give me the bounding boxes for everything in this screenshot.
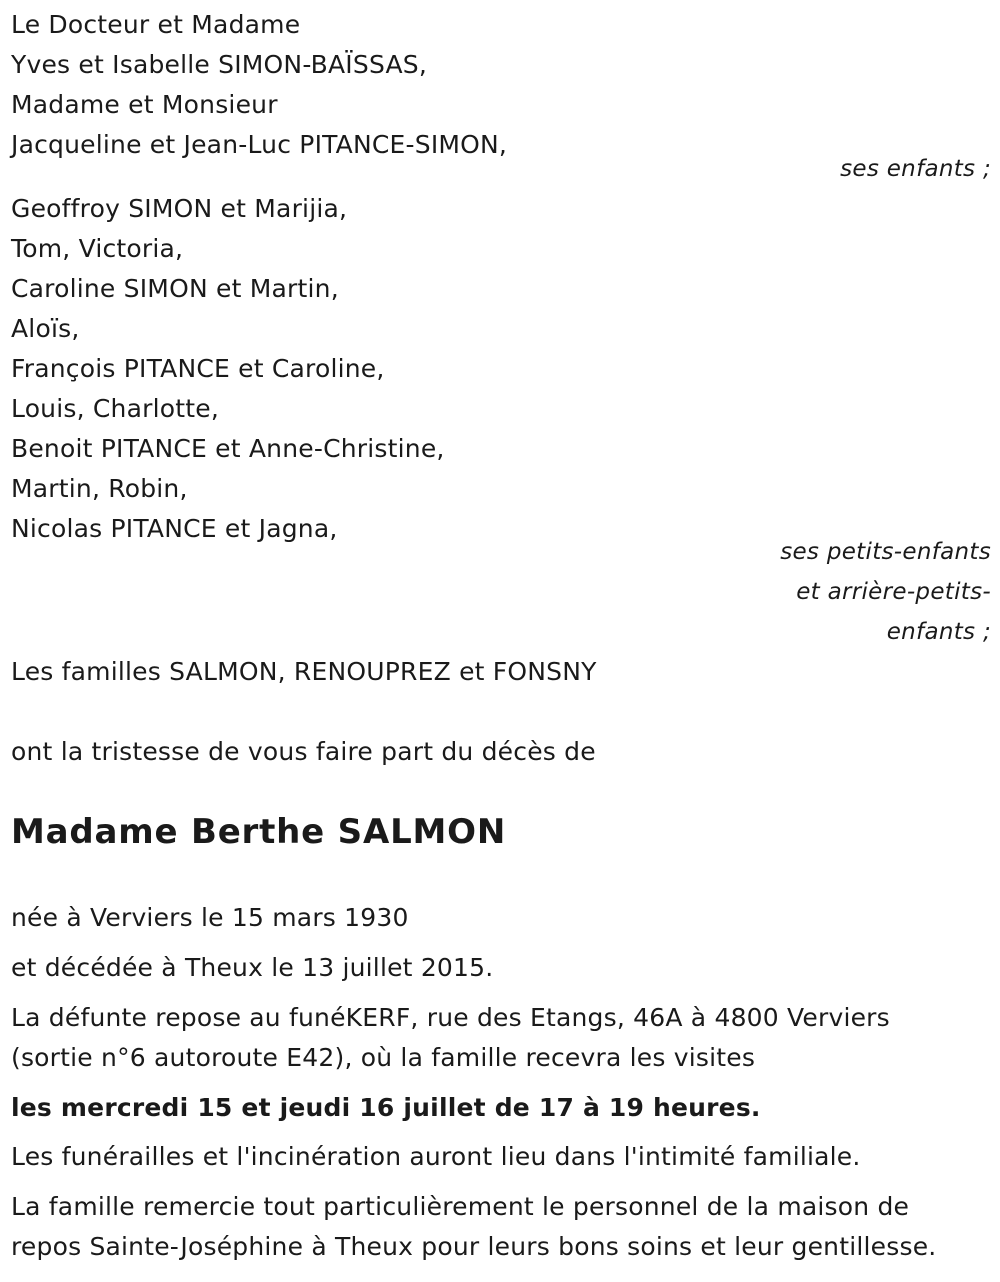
children-line: Jacqueline et Jean-Luc PITANCE-SIMON, — [11, 130, 508, 159]
grandchildren-line: Caroline SIMON et Martin, — [11, 274, 339, 303]
death-line: et décédée à Theux le 13 juillet 2015. — [11, 953, 494, 982]
visitation-hours-section — [11, 1088, 991, 1128]
death-section — [11, 948, 991, 988]
thanks-line: repos Sainte-Joséphine à Theux pour leurs bons soins et leur gentillesse. — [11, 1232, 937, 1261]
grandchildren-line: François PITANCE et Caroline, — [11, 354, 385, 383]
grandchildren-line: Tom, Victoria, — [11, 234, 184, 263]
grandchildren-section — [11, 189, 991, 549]
grandchildren-line: Benoit PITANCE et Anne-Christine, — [11, 434, 445, 463]
grandchildren-line: Nicolas PITANCE et Jagna, — [11, 514, 338, 543]
grandchildren-line: Geoffroy SIMON et Marijia, — [11, 194, 348, 223]
deceased-name-section — [11, 810, 991, 854]
announcement-section — [11, 732, 991, 772]
visitation-hours: les mercredi 15 et jeudi 16 juillet de 17 à 19 heures. — [11, 1093, 761, 1122]
deceased-name: Madame Berthe SALMON — [11, 812, 507, 852]
families-section — [11, 652, 991, 692]
visitation-line: (sortie n°6 autoroute E42), où la famille recevra les visites — [11, 1043, 756, 1072]
visitation-section — [11, 998, 991, 1078]
funeral-section — [11, 1137, 991, 1177]
thanks-line: La famille remercie tout particulièrement le personnel de la maison de — [11, 1192, 910, 1221]
visitation-line: La défunte repose au funéKERF, rue des Etangs, 46A à 4800 Verviers — [11, 1003, 890, 1032]
birth-section — [11, 898, 991, 938]
children-section — [11, 5, 991, 165]
children-role-block — [11, 149, 991, 189]
birth-line: née à Verviers le 15 mars 1930 — [11, 903, 409, 932]
children-line: Madame et Monsieur — [11, 90, 278, 119]
grandchildren-role-block — [11, 532, 991, 652]
thanks-section — [11, 1187, 991, 1267]
grandchildren-line: Louis, Charlotte, — [11, 394, 219, 423]
children-line: Yves et Isabelle SIMON-BAÏSSAS, — [11, 50, 428, 79]
grandchildren-role-line: enfants ; — [886, 619, 991, 645]
children-line: Le Docteur et Madame — [11, 10, 301, 39]
funeral-line: Les funérailles et l'incinération auront lieu dans l'intimité familiale. — [11, 1142, 861, 1171]
grandchildren-line: Martin, Robin, — [11, 474, 188, 503]
announcement-line: ont la tristesse de vous faire part du décès de — [11, 737, 596, 766]
children-role: ses enfants ; — [840, 156, 991, 182]
grandchildren-role-line: et arrière-petits- — [796, 579, 991, 605]
families-line: Les familles SALMON, RENOUPREZ et FONSNY — [11, 657, 597, 686]
grandchildren-role-line: ses petits-enfants — [780, 539, 991, 565]
grandchildren-line: Aloïs, — [11, 314, 80, 343]
